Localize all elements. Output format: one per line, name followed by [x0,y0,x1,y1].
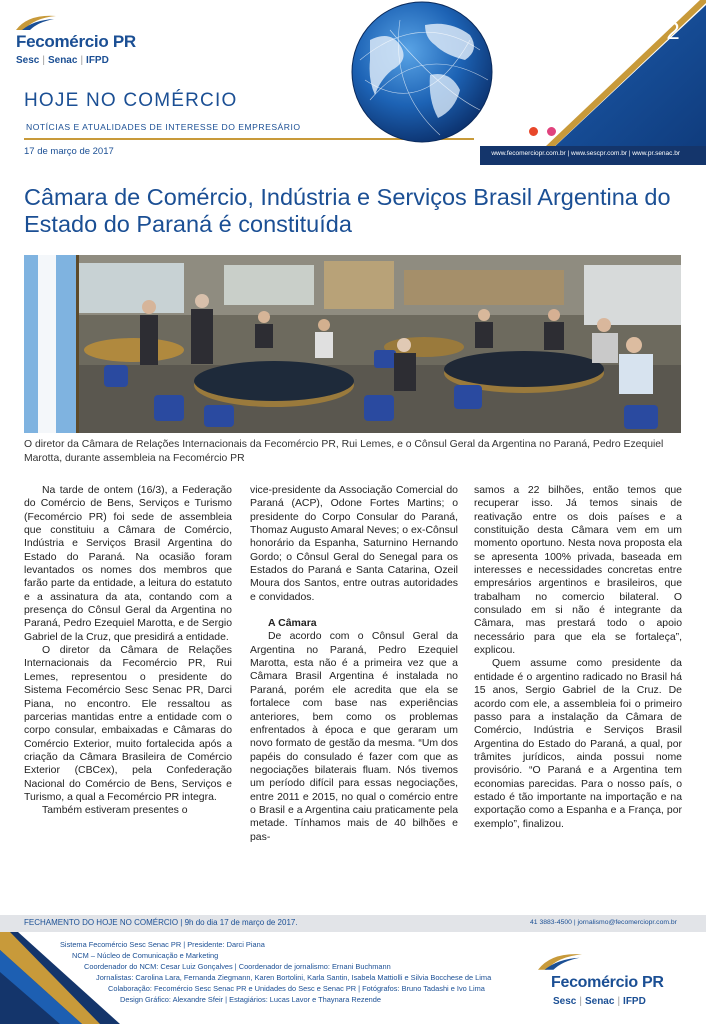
logo-sesc: Sesc [553,996,577,1007]
logo-senac: Senac [47,55,78,66]
fecomercio-swoosh-icon [14,12,58,32]
publication-subtitle: NOTÍCIAS E ATUALIDADES DE INTERESSE DO EMPRESÁRIO [26,122,301,132]
credit-line: NCM – Núcleo de Comunicação e Marketing [72,951,219,960]
article-paragraph-continued: vice-presidente da Associação Comercial do Paraná (ACP), Odone Fortes Martins; o presidente do Corpo Consular do Paraná, Thomaz Augusto Amaral Neves; o ex-Cônsul honorário da Espanha, Saturnino Hernando Gordo; o Cônsul Geral do Senegal para os Estados do Paraná e Santa Catarina, Ozeil Moura dos Santos, entre outras autoridades e convidados. [250,485,458,603]
social-icon-a[interactable] [528,126,539,137]
logo-sesc: Sesc [16,55,40,66]
credit-line: Colaboração: Fecomércio Sesc Senac PR e Unidades do Sesc e Senac PR | Fotógrafos: Bruno Tadashi e Ivo Lima [108,984,485,993]
credit-line: Coordenador do NCM: Cesar Luiz Gonçalves | Coordenador de jornalismo: Ernani Buchmann [84,962,391,971]
article-paragraph: Também estiveram presentes o [42,805,188,817]
footer [0,932,706,1024]
article-paragraph: O diretor da Câmara de Relações Internacionais da Fecomércio PR, Rui Lemes, representou o presidente do Sistema Fecomércio Sesc Senac PR, Darci Piana, no encontro. Ele ressaltou as parcerias mantidas entre a entidade com o corpo consular, embaixadas e Câmaras do Comércio Exterior, muito fortalecida após a criação da Câmara Brasileira de Comércio Exterior (CBCex), pela Confederação Nacional do Comércio de Bens, Serviços e Turismo, a qual a Fecomércio PR integra. [24,645,232,803]
phone-prefix: 41 [530,919,538,926]
credit-line: Design Gráfico: Alexandre Sfeir | Estagiários: Lucas Lavor e Thaynara Rezende [120,995,382,1004]
photo-caption: O diretor da Câmara de Relações Internacionais da Fecomércio PR, Rui Lemes, e o Cônsul Geral da Argentina no Paraná, Pedro Ezequiel Marotta, durante assembleia na Fecomércio PR [24,439,664,464]
article-paragraph: De acordo com o Cônsul Geral da Argentina no Paraná, Pedro Ezequiel Marotta, esta não é a primeira vez que a Câmara Brasil Argentina é instalada no Paraná, porém ele acredita que ela se fortalece com base nas experiências anteriores, bem como os problemas enfrentados à época e que geraram um novo formato de gestão da mesma. “Um dos papéis do consulado é fazer com que as negociações bilaterais fluam. Nós tivemos um período difícil para essas negociações, entre 2011 e 2015, no qual o comércio entre o Brasil e a Argentina caiu praticamente pela metade. Tínhamos mais de 40 bilhões e pas- [250,631,458,843]
assembly-photo [24,255,681,433]
article-headline: Câmara de Comércio, Indústria e Serviços Brasil Argentina do Estado do Paraná é constituída [24,184,671,237]
article-paragraph: Na tarde de ontem (16/3), a Federação do Comércio de Bens, Serviços e Turismo (Fecomércio PR) foi sede de assembleia que constituiu a Câmara de Comércio, Indústria e Serviços Brasil Argentina do Estado do Paraná. Na ocasião foram levantados os nomes dos membros que farão parte da entidade, a leitura do estatuto e a assinatura da ata, contando com a presença do Cônsul Geral da Argentina no Paraná, Pedro Ezequiel Marotta, e de Sergio Gabriel de la Cruz, que presidirá a entidade. [24,485,232,643]
article-column-3 [474,484,682,831]
credit-line: Sistema Fecomércio Sesc Senac PR | Presidente: Darci Piana [60,940,265,949]
logo-ifpd: IFPD [86,55,109,66]
article-paragraph: Quem assume como presidente da entidade é o argentino radicado no Brasil há 15 anos, Sergio Gabriel de la Cruz. De acordo com ele, a assembleia foi o primeiro passo para a instalação da Câmara de Comércio, Indústria e Serviços Brasil Argentina do Estado do Paraná, a qual, por trâmites jurídicos, ainda possui nome provisório. “O Paraná e a Argentina tem economias parecidas. Para o nosso país, o estado é tão importante na importação e na exportação como a Espanha e a França, por exemplo”, finalizou. [474,658,682,830]
publication-title: HOJE NO COMÉRCIO [24,90,238,111]
phone-and-email[interactable]: 3883-4500 | jornalismo@fecomerciopr.com.br [539,919,677,926]
article-column-1 [24,484,232,818]
header-globe-banner [330,0,706,165]
closing-text: FECHAMENTO DO HOJE NO COMÉRCIO | 9h do dia 17 de março de 2017. [24,918,298,927]
subhead-a-camara: A Câmara [268,617,317,630]
logo-senac: Senac [584,996,615,1007]
article-paragraph-continued: samos a 22 bilhões, então temos que recuperar isso. Já temos sinais de reativação entre os dois países e a constituição desta Câmara vem em um momento oportuno. Nesta nova proposta ela se apresenta 100% privada, baseada em interesses e necessidades concretas entre empresários argentinos e brasileiros, que trabalham no comercio bilateral. O consulado em si não é integrante da Câmara, mas prestará todo o apoio necessário para que ela se fortaleça”, explicou. [474,485,682,657]
header-urls[interactable]: www.fecomerciopr.com.br | www.sescpr.com.br | www.pr.senac.br [491,150,680,157]
footer-logo-subbrands: Sesc | Senac | IFPD [553,996,646,1007]
masthead [0,0,706,165]
logo-name: Fecomércio PR [16,32,136,51]
footer-logo-name: Fecomércio PR [551,974,664,991]
fecomercio-swoosh-icon [535,950,585,972]
contact-info[interactable] [530,919,677,926]
logo-ifpd: IFPD [623,996,646,1007]
credit-line: Jornalistas: Carolina Lara, Fernanda Ziegmann, Karen Bortolini, Karla Santin, Isabela Mattiolli e Silvia Bocchese de Lima [96,973,492,982]
issue-date: 17 de março de 2017 [24,146,114,157]
logo-subbrands: Sesc | Senac | IFPD [16,55,109,66]
flickr-icon[interactable] [546,126,557,137]
article-column-2 [250,484,458,844]
page-number: 2 [666,18,680,45]
